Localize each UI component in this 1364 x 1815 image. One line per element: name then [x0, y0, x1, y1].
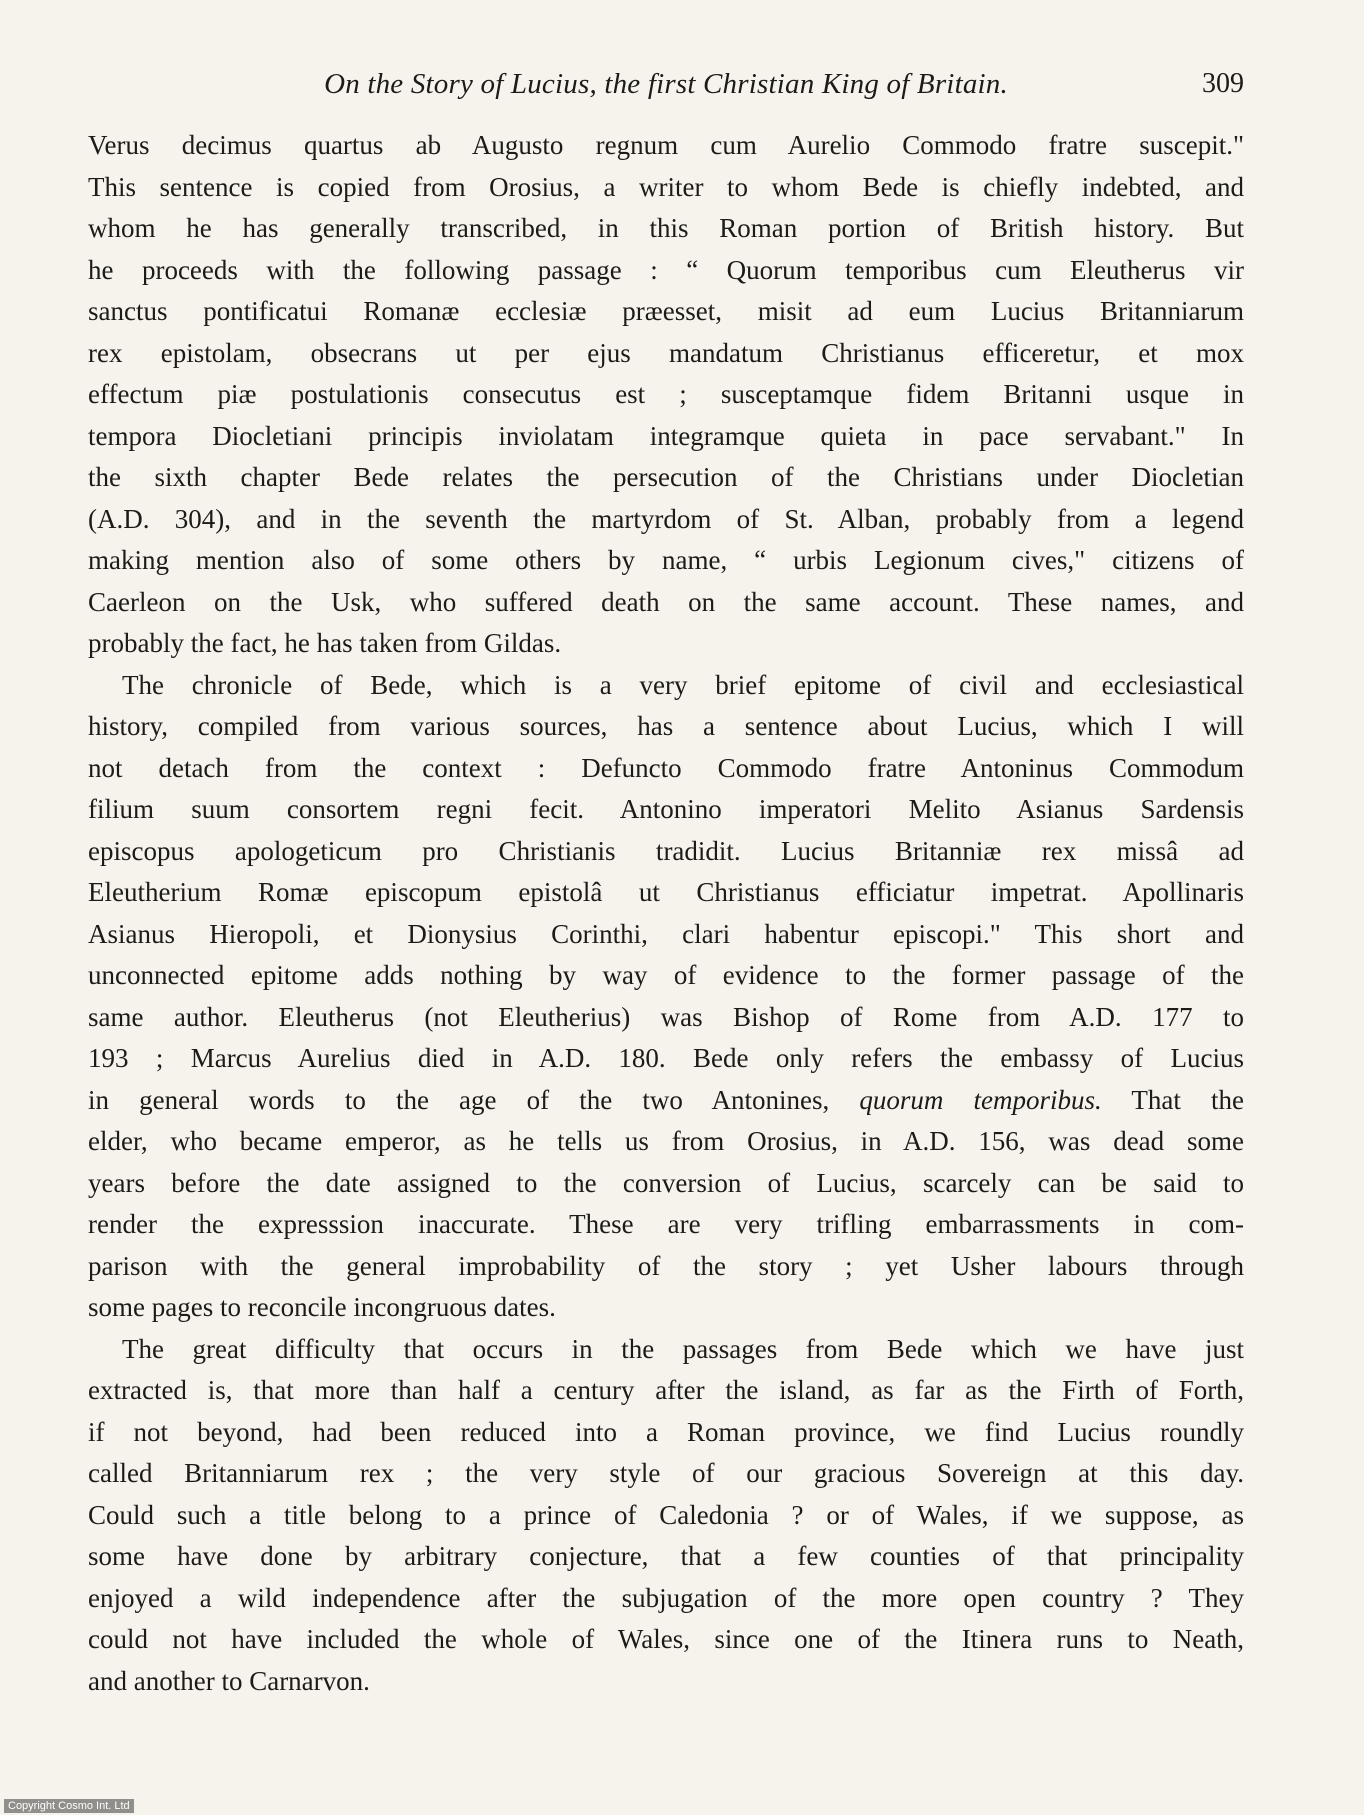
body-text: [88, 125, 1244, 1702]
text-line: Could such a title belong to a prince of Caledonia ? or of Wales, if we suppose, as: [88, 1499, 1244, 1530]
text-line: The great difficulty that occurs in the passages from Bede which we have just: [122, 1333, 1244, 1364]
text-line: and another to Carnarvon.: [88, 1665, 370, 1696]
text-line: unconnected epitome adds nothing by way of evidence to the former passage of the: [88, 960, 1244, 990]
text-line: not detach from the context : Defuncto Commodo fratre Antoninus Commodum: [88, 752, 1244, 783]
running-title: On the Story of Lucius, the first Christian King of Britain.: [324, 68, 1008, 100]
text-line: parison with the general improbability of the story ; yet Usher labours through: [88, 1250, 1244, 1281]
text-line: probably the fact, he has taken from Gildas.: [88, 628, 562, 658]
text-line: filium suum consortem regni fecit. Antonino imperatori Melito Asianus Sardensis: [88, 794, 1244, 824]
text-line: tempora Diocletiani principis inviolatam integramque quieta in pace servabant." In: [88, 420, 1244, 451]
text-line: (A.D. 304), and in the seventh the martyrdom of St. Alban, probably from a legend: [88, 503, 1244, 534]
text-line: Caerleon on the Usk, who suffered death on the same account. These names, and: [88, 586, 1244, 617]
text-line: episcopus apologeticum pro Christianis tradidit. Lucius Britanniæ rex missâ ad: [88, 835, 1244, 866]
text-line: he proceeds with the following passage : “ Quorum temporibus cum Eleutherus vir: [88, 254, 1244, 285]
text-line: making mention also of some others by name, “ urbis Legionum cives," citizens of: [88, 545, 1244, 575]
text-line: render the expresssion inaccurate. These are very trifling embarrassments in com-: [88, 1209, 1244, 1239]
text-line-with-italic: [88, 1080, 1244, 1122]
text-line: some pages to reconcile incongruous dates.: [88, 1292, 556, 1322]
text-line: The chronicle of Bede, which is a very brief epitome of civil and ecclesiastical: [122, 669, 1244, 700]
text-line: Eleutherium Romæ episcopum epistolâ ut Christianus efficiatur impetrat. Apollinaris: [88, 877, 1244, 907]
text-line: This sentence is copied from Orosius, a writer to whom Bede is chiefly indebted, and: [88, 171, 1244, 202]
text-line: Asianus Hieropoli, et Dionysius Corinthi, clari habentur episcopi." This short and: [88, 918, 1244, 949]
text-line: whom he has generally transcribed, in this Roman portion of British history. But: [88, 213, 1244, 243]
text-line: could not have included the whole of Wales, since one of the Itinera runs to Neath,: [88, 1624, 1244, 1654]
paragraph-2: [88, 665, 1244, 1329]
paragraph-1: [88, 125, 1244, 665]
text-line: 193 ; Marcus Aurelius died in A.D. 180. Bede only refers the embassy of Lucius: [88, 1043, 1244, 1073]
page-number: 309: [1202, 68, 1244, 99]
text-segment: in general words to the age of the two Antonines,: [88, 1084, 830, 1115]
text-line: enjoyed a wild independence after the subjugation of the more open country ? They: [88, 1582, 1244, 1613]
paragraph-3: [88, 1329, 1244, 1703]
text-line: extracted is, that more than half a century after the island, as far as the Firth of Forth,: [88, 1375, 1244, 1405]
text-line: history, compiled from various sources, has a sentence about Lucius, which I will: [88, 711, 1244, 741]
text-line: sanctus pontificatui Romanæ ecclesiæ præesset, misit ad eum Lucius Britanniarum: [88, 296, 1244, 326]
running-head: [88, 62, 1244, 106]
text-line: if not beyond, had been reduced into a Roman province, we find Lucius roundly: [88, 1416, 1244, 1447]
text-line: same author. Eleutherus (not Eleutherius) was Bishop of Rome from A.D. 177 to: [88, 1001, 1244, 1032]
copyright-notice: Copyright Cosmo Int. Ltd: [4, 1799, 134, 1813]
text-line: rex epistolam, obsecrans ut per ejus mandatum Christianus efficeretur, et mox: [88, 337, 1244, 368]
text-line: some have done by arbitrary conjecture, that a few counties of that principality: [88, 1541, 1244, 1571]
italic-phrase: quorum temporibus.: [859, 1084, 1102, 1115]
text-line: effectum piæ postulationis consecutus est ; susceptamque fidem Britanni usque in: [88, 379, 1244, 409]
text-line: elder, who became emperor, as he tells us from Orosius, in A.D. 156, was dead some: [88, 1126, 1244, 1156]
text-line: years before the date assigned to the conversion of Lucius, scarcely can be said to: [88, 1167, 1244, 1198]
text-segment: That the: [1131, 1084, 1244, 1115]
text-line: the sixth chapter Bede relates the persecution of the Christians under Diocletian: [88, 462, 1244, 492]
text-line: Verus decimus quartus ab Augusto regnum cum Aurelio Commodo fratre suscepit.": [88, 130, 1244, 160]
text-line: called Britanniarum rex ; the very style of our gracious Sovereign at this day.: [88, 1458, 1244, 1488]
